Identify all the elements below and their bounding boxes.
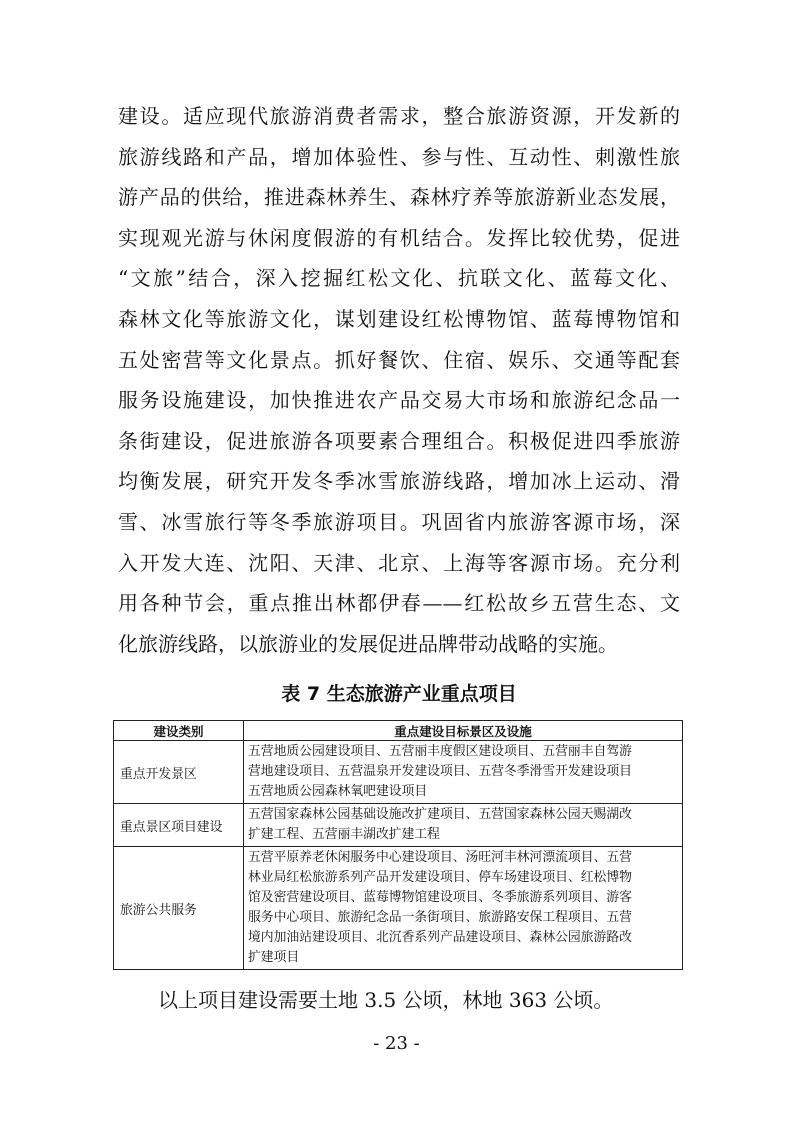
description-line: 馆及密营建设项目、蓝莓博物馆建设项目、冬季旅游系列项目、游客 xyxy=(248,890,632,905)
table-header-row xyxy=(114,721,683,741)
row-description xyxy=(244,804,683,847)
description-line: 服务中心项目、旅游纪念品一条街项目、旅游路安保工程项目、五营 xyxy=(248,910,632,925)
body-line: 条街建设，促进旅游各项要素合理组合。积极促进四季旅游 xyxy=(118,428,680,453)
body-line: 均衡发展，研究开发冬季冰雪旅游线路，增加冰上运动、滑 xyxy=(118,469,680,494)
body-line: 雪、冰雪旅行等冬季旅游项目。巩固省内旅游客源市场，深 xyxy=(118,509,680,534)
description-line: 扩建项目 xyxy=(248,950,300,965)
body-line: “文旅”结合，深入挖掘红松文化、抗联文化、蓝莓文化、 xyxy=(118,266,680,291)
description-line: 五营国家森林公园基础设施改扩建项目、五营国家森林公园天赐湖改 xyxy=(248,807,632,822)
description-line: 营地建设项目、五营温泉开发建设项目、五营冬季滑雪开发建设项目 xyxy=(248,764,632,779)
header-category: 建设类别 xyxy=(114,721,244,741)
table-caption: 表 7 生态旅游产业重点项目 xyxy=(281,683,517,705)
body-line: 五处密营等文化景点。抓好餐饮、住宿、娱乐、交通等配套 xyxy=(118,347,680,372)
description-line: 扩建工程、五营丽丰湖改扩建工程 xyxy=(248,827,440,842)
description-line: 林业局红松旅游系列产品开发建设项目、停车场建设项目、红松博物 xyxy=(248,870,632,885)
body-line: 森林文化等旅游文化，谋划建设红松博物馆、蓝莓博物馆和 xyxy=(118,306,680,331)
row-category: 重点景区项目建设 xyxy=(114,804,244,847)
body-line: 建设。适应现代旅游消费者需求，整合旅游资源，开发新的 xyxy=(118,104,680,128)
land-requirement-text: 以上项目建设需要土地 3.5 公顷，林地 363 公顷。 xyxy=(158,988,614,1012)
description-line: 五营平原养老休闲服务中心建设项目、汤旺河丰林河漂流项目、五营 xyxy=(248,850,632,865)
table-row xyxy=(114,741,683,804)
row-category: 旅游公共服务 xyxy=(114,847,244,970)
description-line: 五营地质公园建设项目、五营丽丰度假区建设项目、五营丽丰自驾游 xyxy=(248,744,632,759)
description-line: 境内加油站建设项目、北沉香系列产品建设项目、森林公园旅游路改 xyxy=(248,930,632,945)
project-table xyxy=(113,720,683,970)
body-line: 化旅游线路，以旅游业的发展促进品牌带动战略的实施。 xyxy=(118,631,618,656)
table-row xyxy=(114,804,683,847)
table-row xyxy=(114,847,683,970)
body-line: 实现观光游与休闲度假游的有机结合。发挥比较优势，促进 xyxy=(118,225,680,250)
body-line: 服务设施建设，加快推进农产品交易大市场和旅游纪念品一 xyxy=(118,388,680,413)
row-description xyxy=(244,847,683,970)
header-facilities: 重点建设目标景区及设施 xyxy=(244,721,683,741)
description-line: 五营地质公园森林氧吧建设项目 xyxy=(248,784,428,799)
body-line: 游产品的供给，推进森林养生、森林疗养等旅游新业态发展， xyxy=(118,185,680,210)
body-line: 旅游线路和产品，增加体验性、参与性、互动性、刺激性旅 xyxy=(118,144,680,169)
row-description xyxy=(244,741,683,804)
page-number: - 23 - xyxy=(373,1033,420,1054)
row-category: 重点开发景区 xyxy=(114,741,244,804)
body-paragraph xyxy=(118,96,680,664)
body-line: 用各种节会，重点推出林都伊春——红松故乡五营生态、文 xyxy=(118,591,680,616)
body-line: 入开发大连、沈阳、天津、北京、上海等客源市场。充分利 xyxy=(118,550,680,575)
